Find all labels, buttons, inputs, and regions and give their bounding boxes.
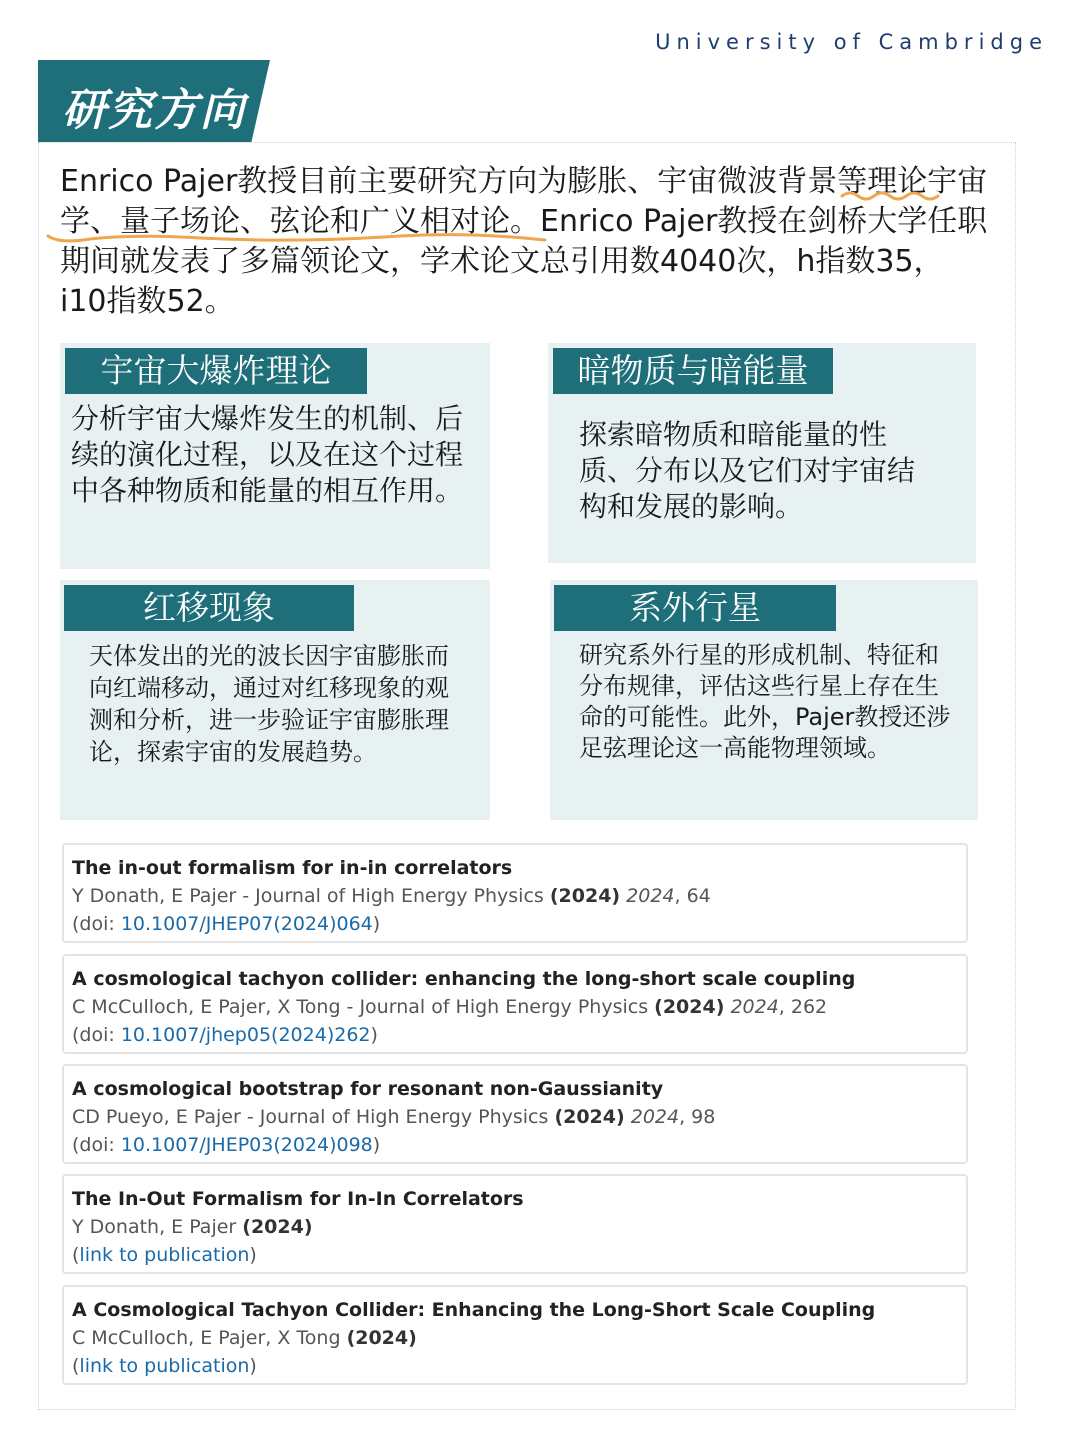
card-exoplanets-title: 系外行星 bbox=[554, 585, 836, 631]
publication-item bbox=[62, 954, 968, 1054]
publication-doi: (doi: 10.1007/jhep05(2024)262) bbox=[72, 1024, 378, 1046]
publication-item bbox=[62, 1285, 968, 1385]
doi-link[interactable]: 10.1007/JHEP03(2024)098 bbox=[120, 1134, 373, 1156]
publication-link-line: (link to publication) bbox=[72, 1244, 257, 1266]
publication-citation: Y Donath, E Pajer (2024) bbox=[72, 1216, 313, 1238]
card-dark-matter bbox=[548, 343, 976, 563]
card-redshift-title: 红移现象 bbox=[64, 585, 354, 631]
card-redshift-body: 天体发出的光的波长因宇宙膨胀而向红端移动，通过对红移现象的观测和分析，进一步验证宇宙膨胀理论，探索宇宙的发展趋势。 bbox=[89, 642, 449, 766]
publication-item bbox=[62, 1174, 968, 1274]
publication-title[interactable]: A Cosmological Tachyon Collider: Enhancing the Long-Short Scale Coupling bbox=[72, 1299, 876, 1321]
publication-title[interactable]: A cosmological tachyon collider: enhancing the long-short scale coupling bbox=[72, 968, 856, 990]
publication-citation: Y Donath, E Pajer - Journal of High Energy Physics (2024) 2024, 64 bbox=[72, 885, 711, 907]
university-name: University of Cambridge bbox=[655, 30, 1048, 54]
card-exoplanets bbox=[550, 580, 978, 820]
publication-doi: (doi: 10.1007/JHEP07(2024)064) bbox=[72, 913, 381, 935]
doi-link[interactable]: 10.1007/jhep05(2024)262 bbox=[120, 1024, 371, 1046]
publication-link[interactable]: link to publication bbox=[79, 1244, 250, 1266]
doi-link[interactable]: 10.1007/JHEP07(2024)064 bbox=[120, 913, 373, 935]
card-redshift bbox=[60, 580, 490, 820]
publication-citation: CD Pueyo, E Pajer - Journal of High Energy Physics (2024) 2024, 98 bbox=[72, 1106, 716, 1128]
publication-item bbox=[62, 1064, 968, 1164]
publication-citation: C McCulloch, E Pajer, X Tong (2024) bbox=[72, 1327, 417, 1349]
card-big-bang bbox=[60, 343, 490, 569]
publication-title[interactable]: A cosmological bootstrap for resonant non-Gaussianity bbox=[72, 1078, 664, 1100]
intro-paragraph: Enrico Pajer教授目前主要研究方向为膨胀、宇宙微波背景等理论宇宙学、量子场论、弦论和广义相对论。Enrico Pajer教授在剑桥大学任职期间就发表了多篇领论文，学术论文总引用数4040次，h指数35，i10指数52。 bbox=[60, 164, 988, 319]
publication-link[interactable]: link to publication bbox=[79, 1355, 250, 1377]
section-title: 研究方向 bbox=[62, 85, 246, 136]
publication-item bbox=[62, 843, 968, 943]
publication-doi: (doi: 10.1007/JHEP03(2024)098) bbox=[72, 1134, 381, 1156]
publication-title[interactable]: The in-out formalism for in-in correlators bbox=[72, 857, 513, 879]
publication-title[interactable]: The In-Out Formalism for In-In Correlators bbox=[72, 1188, 524, 1210]
card-dark-matter-title: 暗物质与暗能量 bbox=[553, 348, 833, 394]
card-exoplanets-body: 研究系外行星的形成机制、特征和分布规律，评估这些行星上存在生命的可能性。此外，Pajer教授还涉足弦理论这一高能物理领域。 bbox=[579, 641, 951, 762]
card-big-bang-title: 宇宙大爆炸理论 bbox=[65, 348, 367, 394]
card-dark-matter-body: 探索暗物质和暗能量的性质、分布以及它们对宇宙结构和发展的影响。 bbox=[579, 418, 916, 523]
publication-link-line: (link to publication) bbox=[72, 1355, 257, 1377]
card-big-bang-body: 分析宇宙大爆炸发生的机制、后续的演化过程，以及在这个过程中各种物质和能量的相互作用。 bbox=[71, 402, 464, 507]
publication-citation: C McCulloch, E Pajer, X Tong - Journal of High Energy Physics (2024) 2024, 262 bbox=[72, 996, 828, 1018]
